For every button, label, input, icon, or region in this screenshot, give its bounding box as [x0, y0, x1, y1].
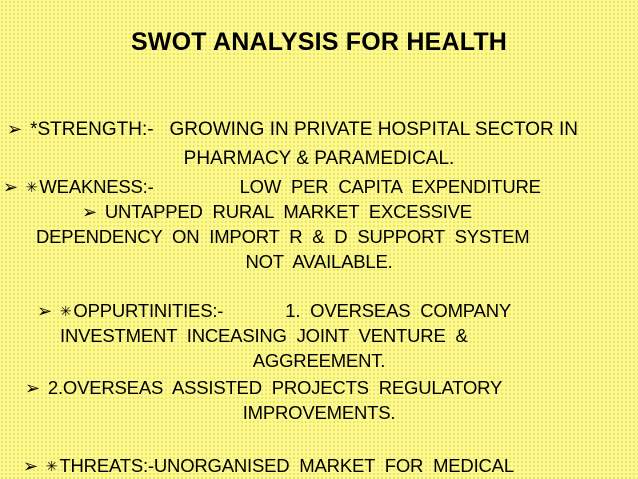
- weakness-sub-1: ➢ UNTAPPED RURAL MARKET EXCESSIVE: [82, 201, 472, 222]
- opportunities-line: [37, 300, 511, 323]
- star-bullet-icon: ✳: [25, 179, 38, 195]
- arrow-bullet-icon: ➢: [82, 202, 97, 222]
- strength-text-2: PHARMACY & PARAMEDICAL.: [183, 148, 455, 169]
- strength-text-1: GROWING IN PRIVATE HOSPITAL SECTOR IN: [169, 119, 578, 140]
- weakness-line: [3, 176, 541, 199]
- arrow-bullet-icon: ➢: [25, 378, 40, 398]
- opportunities-text-3: AGGREEMENT.: [252, 350, 386, 371]
- weakness-sub-2: DEPENDENCY ON IMPORT R & D SUPPORT SYSTEM: [36, 226, 530, 247]
- opportunities-label: OPPURTINITIES:-: [73, 300, 224, 321]
- weakness-label: WEAKNESS:-: [39, 176, 154, 197]
- opportunities-text-1: 1. OVERSEAS COMPANY: [285, 300, 511, 321]
- threats-line: [23, 455, 514, 478]
- weakness-sub-3: NOT AVAILABLE.: [245, 251, 393, 272]
- opportunities-sub-2: IMPROVEMENTS.: [242, 402, 396, 423]
- opportunities-text-2: INVESTMENT INCEASING JOINT VENTURE &: [60, 325, 468, 346]
- threats-label: THREATS:-UNORGANISED MARKET FOR MEDICAL: [59, 455, 514, 476]
- strength-line: [7, 118, 578, 141]
- arrow-bullet-icon: ➢: [3, 177, 18, 197]
- strength-label: *STRENGTH:-: [30, 119, 154, 140]
- arrow-bullet-icon: ➢: [37, 301, 52, 321]
- arrow-bullet-icon: ➢: [7, 119, 23, 139]
- slide-title: SWOT ANALYSIS FOR HEALTH: [130, 28, 508, 56]
- opportunities-sub-1: ➢ 2.OVERSEAS ASSISTED PROJECTS REGULATORY: [25, 377, 503, 398]
- weakness-text-1: LOW PER CAPITA EXPENDITURE: [239, 176, 541, 197]
- arrow-bullet-icon: ➢: [23, 456, 38, 476]
- star-bullet-icon: ✳: [59, 303, 72, 319]
- star-bullet-icon: ✳: [45, 458, 58, 474]
